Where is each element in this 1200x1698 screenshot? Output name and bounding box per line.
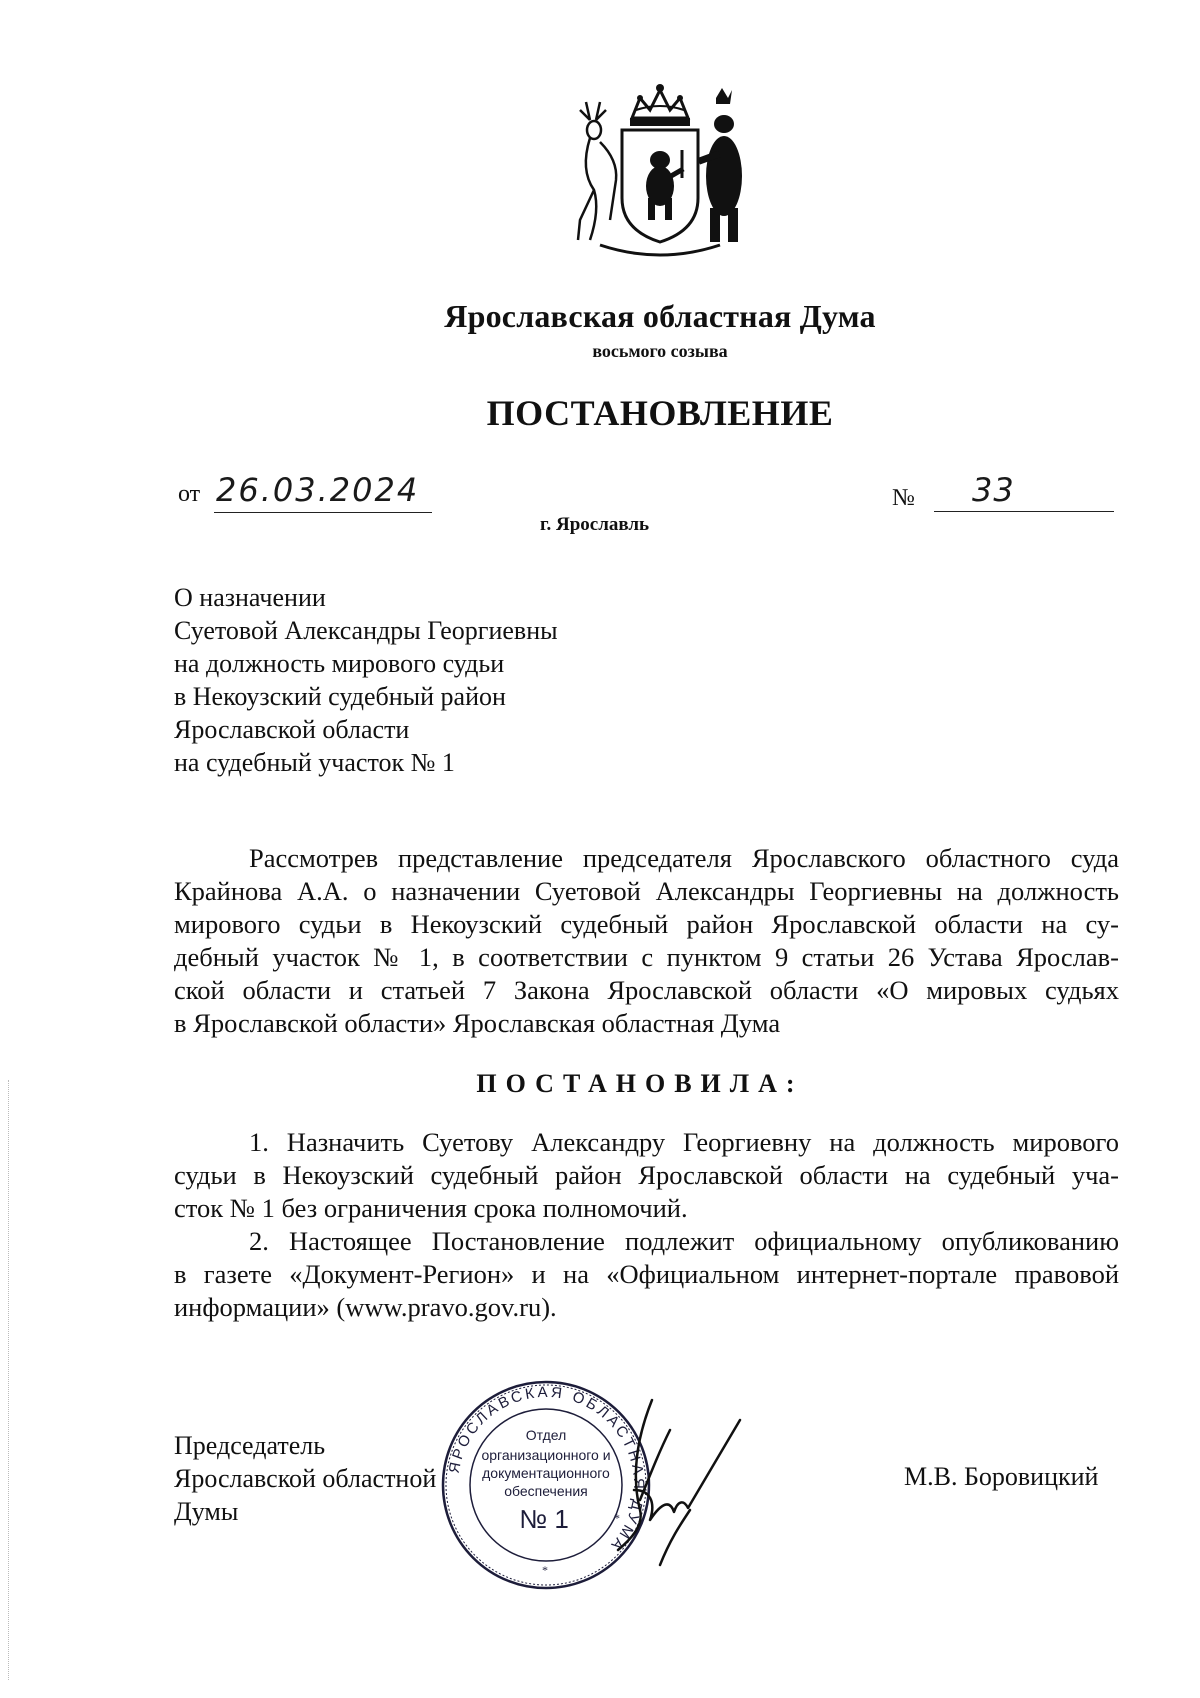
point-1-line: сток № 1 без ограничения срока полномочий. [174, 1193, 688, 1223]
date-row [178, 471, 438, 515]
decree-heading: ПОСТАНОВИЛА: [476, 1069, 804, 1098]
crown-icon [630, 84, 690, 126]
date-value-handwritten: 26.03.2024 [216, 471, 420, 509]
deer-icon [578, 102, 616, 240]
stamp-number: № 1 [519, 1504, 569, 1534]
decree-points [174, 1126, 1119, 1324]
preamble-line: Крайнова А.А. о назначении Суетовой Александры Георгиевны на должность [174, 876, 1119, 906]
subject-block [174, 581, 774, 779]
stamp-ring-text: ЯРОСЛАВСКАЯ ОБЛАСТНАЯ ДУМА [445, 1383, 648, 1556]
subject-line: Ярославской области [174, 715, 410, 744]
date-prefix: от [178, 481, 201, 507]
subject-line: в Некоузский судебный район [174, 682, 506, 711]
document-type-title: ПОСТАНОВЛЕНИЕ [486, 393, 834, 433]
preamble-line: Рассмотрев представление председателя Ярославского областного суда [249, 843, 1119, 873]
preamble-paragraph [174, 842, 1119, 1040]
point-2-line: информации» (www.pravo.gov.ru). [174, 1292, 557, 1322]
stamp-line: документационного [482, 1465, 610, 1481]
preamble-line: ской области и статьей 7 Закона Ярославской области «О мировых судьях [174, 975, 1119, 1005]
number-prefix: № [892, 485, 915, 511]
point-1-line: судьи в Некоузский судебный район Ярославской области на судебный уча- [174, 1160, 1119, 1190]
number-row [892, 471, 1122, 515]
signatory-name: М.В. Боровицкий [904, 1462, 1099, 1491]
signatory-position-line: Ярославской областной Думы [174, 1464, 437, 1526]
star-icon: * [614, 1511, 620, 1525]
point-2-line: в газете «Документ-Регион» и на «Официальном интернет-портале правовой [174, 1259, 1119, 1289]
stamp-line: организационного и [481, 1447, 611, 1463]
stamp-line: Отдел [525, 1427, 567, 1443]
preamble-line: дебный участок № 1, в соответствии с пунктом 9 статьи 26 Устава Ярослав- [174, 942, 1119, 972]
stamp-line: обеспечения [504, 1483, 588, 1499]
subject-line: О назначении [174, 583, 326, 612]
point-1-line: 1. Назначить Суетову Александру Георгиевну на должность мирового [249, 1127, 1119, 1157]
signatory-position-line: Председатель [174, 1431, 326, 1460]
number-value-handwritten: 33 [972, 471, 1015, 509]
date-underline [214, 512, 432, 513]
point-2-line: 2. Настоящее Постановление подлежит официальному опубликованию [249, 1226, 1119, 1256]
subject-line: на судебный участок № 1 [174, 748, 455, 777]
preamble-line: мирового судьи в Некоузский судебный район Ярославской области на су- [174, 909, 1119, 939]
bear-supporter-icon [698, 88, 742, 242]
handwritten-signature [600, 1390, 760, 1570]
star-icon: * [542, 1563, 548, 1577]
organization-title: Ярославская областная Дума [444, 298, 876, 334]
scan-margin-line [8, 1080, 9, 1680]
preamble-line: в Ярославской области» Ярославская областная Дума [174, 1008, 781, 1038]
convocation-subtitle: восьмого созыва [592, 341, 728, 361]
city-label: г. Ярославль [540, 514, 650, 535]
coat-of-arms-emblem [560, 80, 760, 260]
subject-line: на должность мирового судьи [174, 649, 505, 678]
number-underline [934, 511, 1114, 512]
subject-line: Суетовой Александры Георгиевны [174, 616, 558, 645]
